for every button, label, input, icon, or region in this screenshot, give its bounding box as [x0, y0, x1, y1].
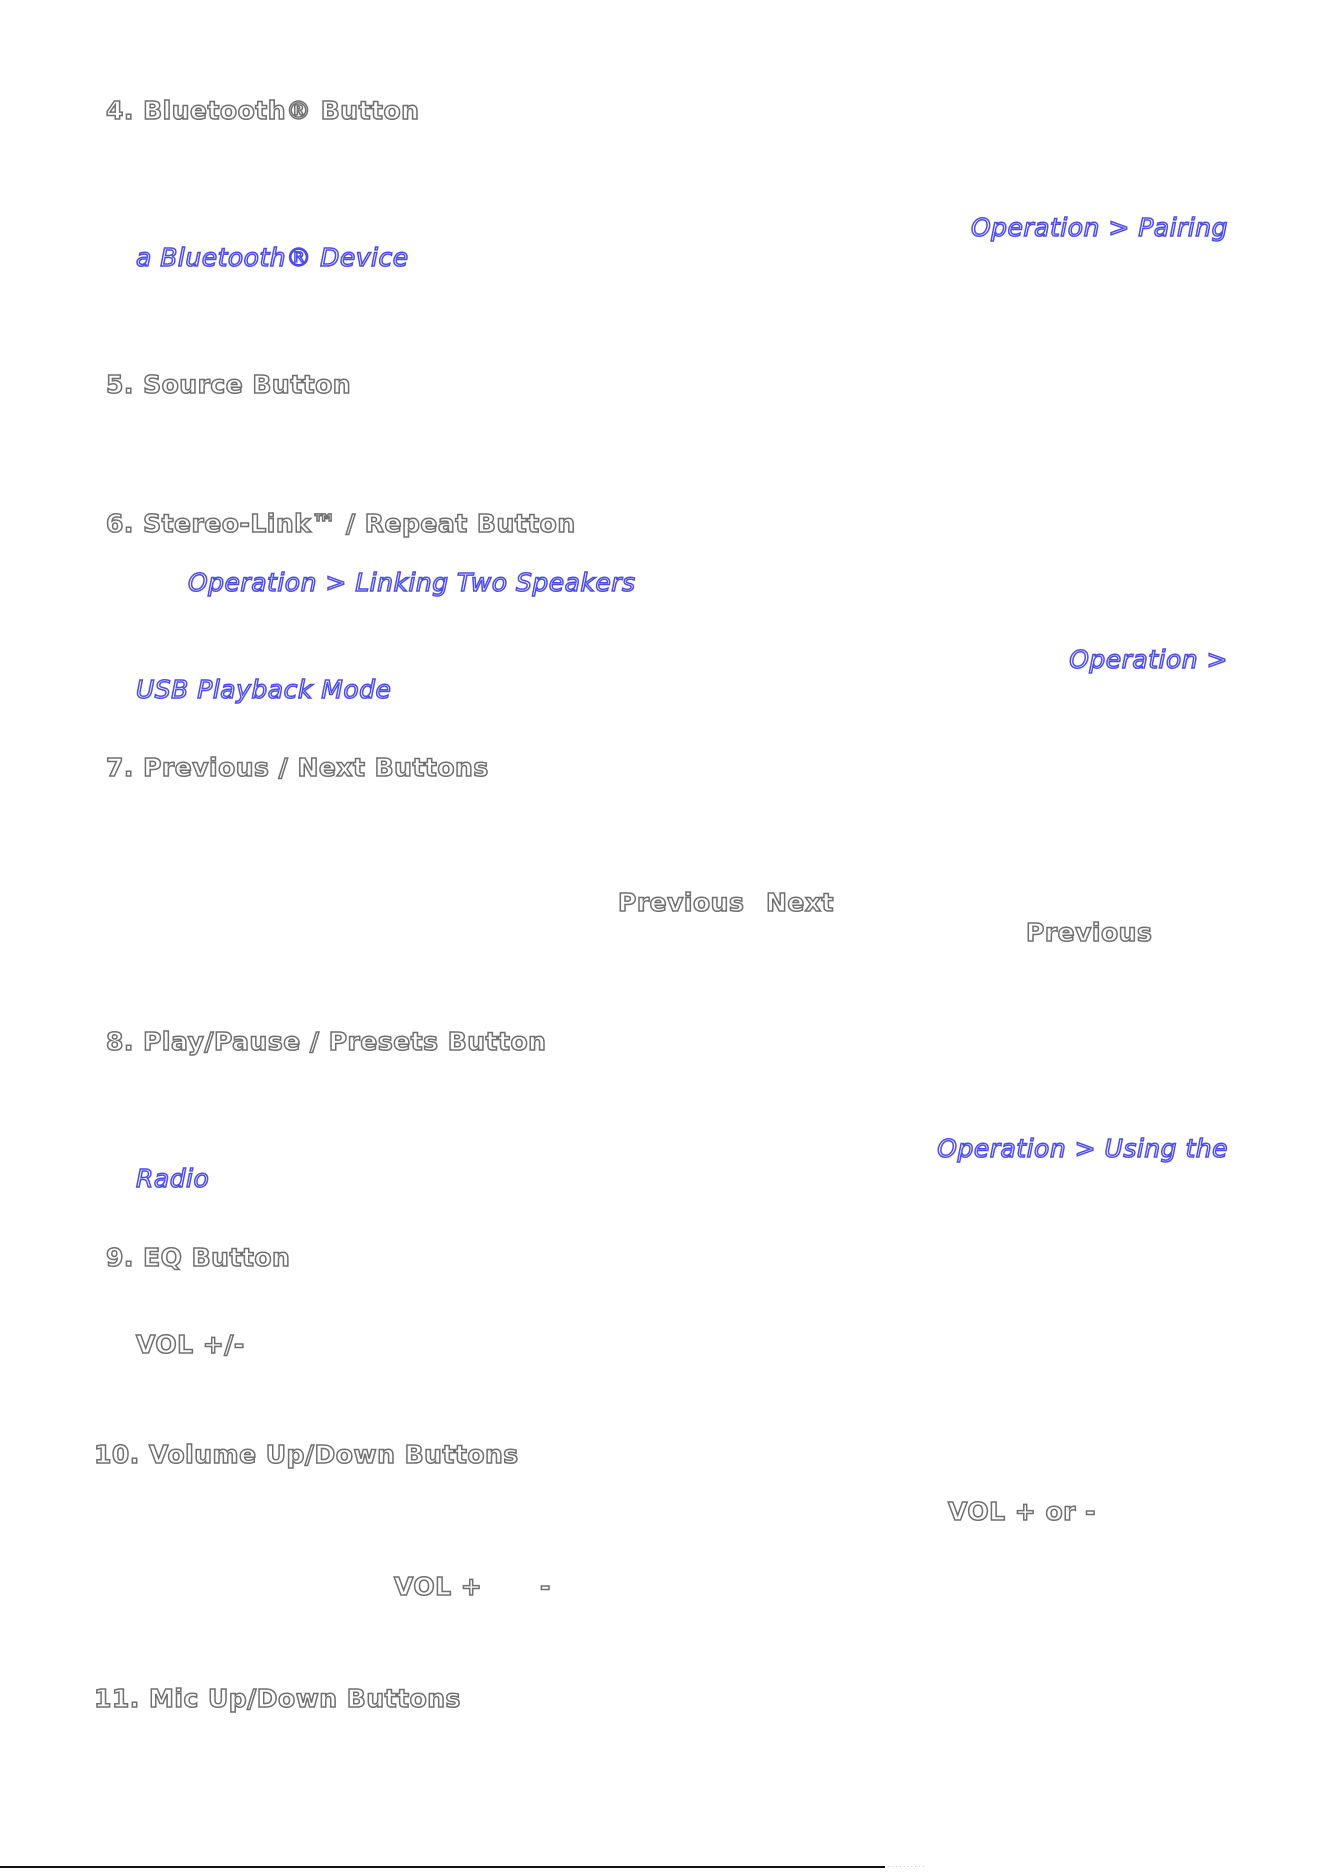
- heading-volume-up-down-buttons: 10. Volume Up/Down Buttons: [94, 1440, 519, 1469]
- label-vol-plus: VOL +: [394, 1572, 483, 1601]
- link-radio[interactable]: Radio: [136, 1164, 210, 1193]
- link-pairing-bluetooth-device[interactable]: a Bluetooth® Device: [136, 243, 409, 272]
- link-usb-playback-mode[interactable]: USB Playback Mode: [136, 675, 392, 704]
- label-vol-plus-or-minus: VOL + or -: [948, 1497, 1097, 1526]
- heading-play-pause-presets-button: 8. Play/Pause / Presets Button: [106, 1027, 547, 1056]
- label-previous-2: Previous: [1026, 918, 1153, 947]
- heading-previous-next-buttons: 7. Previous / Next Buttons: [106, 753, 489, 782]
- link-linking-two-speakers[interactable]: Operation > Linking Two Speakers: [188, 568, 636, 597]
- heading-eq-button: 9. EQ Button: [106, 1243, 291, 1272]
- label-previous: Previous: [618, 888, 745, 917]
- heading-mic-up-down-buttons: 11. Mic Up/Down Buttons: [94, 1684, 461, 1713]
- heading-source-button: 5. Source Button: [106, 370, 352, 399]
- heading-bluetooth-button: 4. Bluetooth® Button: [106, 96, 420, 125]
- label-vol-plus-minus: VOL +/-: [136, 1330, 245, 1359]
- footer-text: · · · · · · · · · ·: [888, 1864, 925, 1871]
- label-next: Next: [766, 888, 834, 917]
- link-operation-using-the[interactable]: Operation > Using the: [937, 1134, 1228, 1163]
- heading-stereo-link-repeat-button: 6. Stereo-Link™ / Repeat Button: [106, 509, 576, 538]
- link-operation-pairing[interactable]: Operation > Pairing: [970, 213, 1228, 242]
- link-operation-usb[interactable]: Operation >: [1069, 645, 1228, 674]
- label-minus: -: [540, 1572, 551, 1601]
- footer-rule: [0, 1866, 885, 1868]
